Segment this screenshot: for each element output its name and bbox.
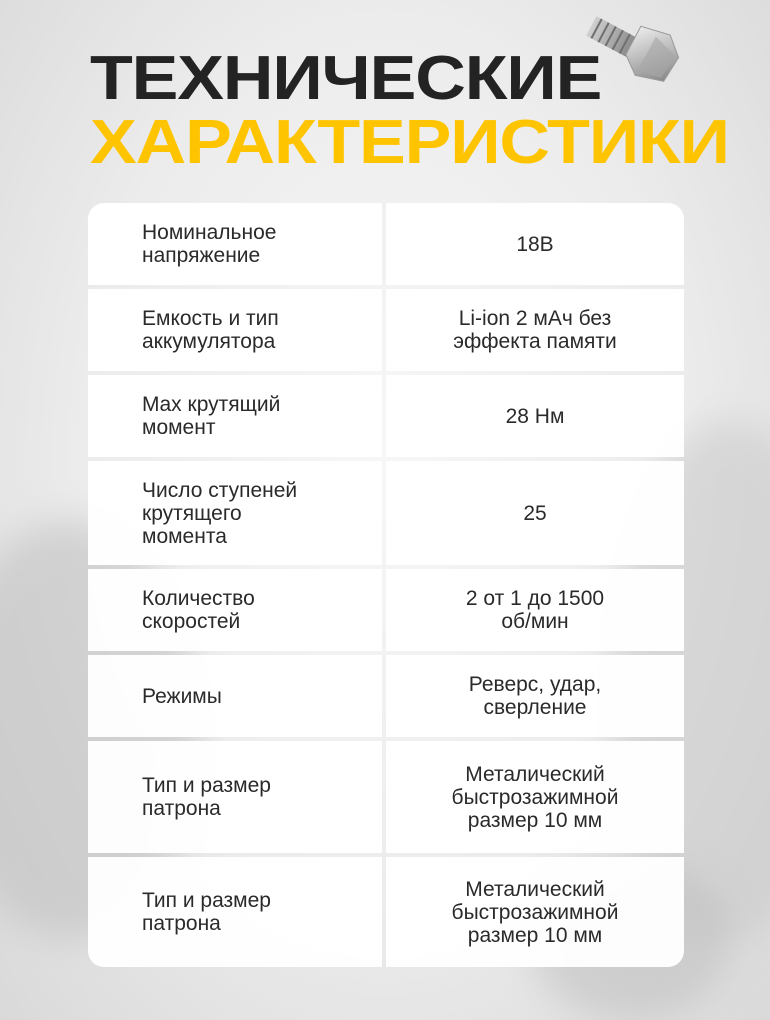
spec-value: Металический быстрозажимной размер 10 мм <box>386 741 684 853</box>
spec-label: Емкость и тип аккумулятора <box>88 289 382 371</box>
spec-row-torque-steps <box>88 461 684 565</box>
spec-label: Номинальное напряжение <box>88 203 382 285</box>
spec-value: 18В <box>386 203 684 285</box>
spec-label: Режимы <box>88 655 382 737</box>
spec-label: Тип и размер патрона <box>88 857 382 967</box>
spec-label: Количество скоростей <box>88 569 382 651</box>
title-line-2: ХАРАКТЕРИСТИКИ <box>90 108 729 177</box>
spec-value: Li-ion 2 мАч без эффекта памяти <box>386 289 684 371</box>
spec-label: Тип и размер патрона <box>88 741 382 853</box>
spec-value: Реверс, удар, сверление <box>386 655 684 737</box>
spec-row-chuck-2 <box>88 857 684 967</box>
spec-row-battery <box>88 289 684 371</box>
spec-row-chuck <box>88 741 684 853</box>
spec-value: 25 <box>386 461 684 565</box>
spec-label: Max крутящий момент <box>88 375 382 457</box>
title-line-1: ТЕХНИЧЕСКИЕ <box>90 44 602 113</box>
specs-table <box>88 203 684 971</box>
spec-label: Число ступеней крутящего момента <box>88 461 382 565</box>
spec-value: 2 от 1 до 1500 об/мин <box>386 569 684 651</box>
spec-row-voltage <box>88 203 684 285</box>
spec-value: 28 Нм <box>386 375 684 457</box>
spec-row-speeds <box>88 569 684 651</box>
spec-row-torque <box>88 375 684 457</box>
spec-row-modes <box>88 655 684 737</box>
spec-value: Металический быстрозажимной размер 10 мм <box>386 857 684 967</box>
